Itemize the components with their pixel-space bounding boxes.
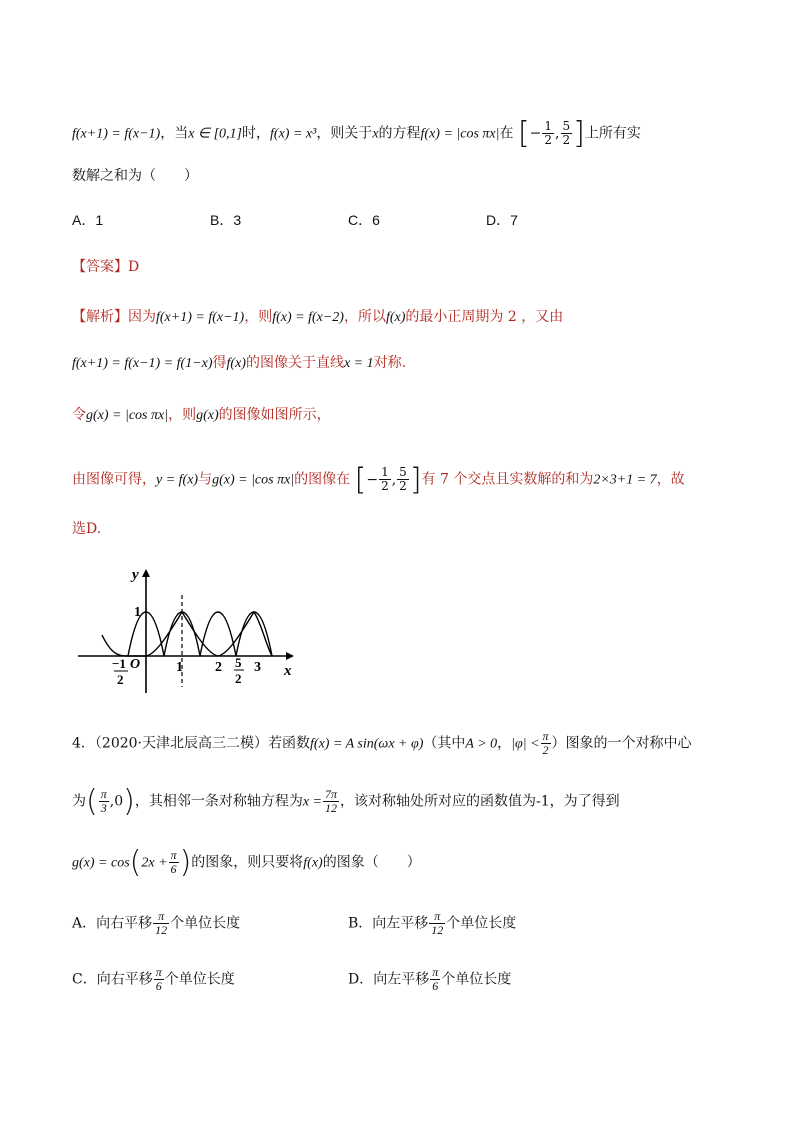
equation: 2×3+1 = 7 <box>593 472 657 488</box>
text: ）图象的一个对称中心 <box>551 735 692 752</box>
text: 的图象，则只要将 <box>191 854 304 871</box>
q4-choice-b: B．向左平移 $\frac{\pi}{12}$ 个单位长度 <box>348 909 517 937</box>
q4-line1 <box>72 730 692 757</box>
text: 的最小正周期为 2 ，又由 <box>405 309 564 325</box>
text: （其中 <box>423 735 466 752</box>
equation: f(x) = A sin(ωx + φ) <box>310 736 424 752</box>
text: 由图像可得， <box>72 471 156 488</box>
q4-line2: 为( $\frac{\pi}{3}$ ,0)，其相邻一条对称轴方程为x = $\frac{7\pi}{12}$ ，该对称轴处所对应的函数值为-1，为了得到 <box>72 784 620 819</box>
answer-line <box>72 256 139 276</box>
analysis-label: 【解析】 <box>72 309 128 325</box>
analysis-line1 <box>72 306 563 326</box>
variable: x <box>372 126 379 142</box>
analysis-line4: 由图像可得，y = f(x)与g(x) = |cos πx|的图像在 [− $\frac{1}{2}$ , $\frac{5}{2}$ ]有 7 个交点且实数解的和为2×3+1 = 7，故 <box>72 462 685 497</box>
text: 与 <box>198 471 213 488</box>
text: 因为 <box>128 309 156 325</box>
equation: g(x) <box>196 408 219 423</box>
q4-choice-a: A．向右平移 $\frac{\pi}{12}$ 个单位长度 <box>72 909 241 937</box>
text: 时， <box>242 125 271 142</box>
equation: f(x) <box>303 855 323 871</box>
equation: x = 1 <box>343 356 374 371</box>
choice-b: B．3 <box>210 212 242 228</box>
equation: f(x) = |cos πx| <box>420 126 500 142</box>
text: 得 <box>212 355 227 371</box>
q4-choice-d: D．向左平移 $\frac{\pi}{6}$ 个单位长度 <box>348 965 512 993</box>
fraction: $\frac{1}{2}$ <box>544 119 553 147</box>
answer-label: 【答案】 <box>72 259 128 275</box>
answer-value: D <box>128 259 140 275</box>
text: ，则关于 <box>316 125 373 142</box>
text: ，其相邻一条对称轴方程为 <box>134 793 303 810</box>
equation: f(x+1) = f(x−1) <box>156 310 245 325</box>
equation: f(x) = x³ <box>270 126 317 142</box>
text: ， <box>497 735 512 752</box>
tick-2: 2 <box>215 660 222 675</box>
equation: x = <box>302 794 322 810</box>
question-source: （2020·天津北辰高三二模） <box>94 735 269 752</box>
q3-stem-line2: 数解之和为（ ） <box>72 168 198 184</box>
text: 的图像关于直线 <box>245 355 344 371</box>
text: 为 <box>72 793 86 810</box>
tick-neg-half-den: 2 <box>117 672 124 687</box>
text: 有 7 个交点且实数解的和为 <box>421 471 594 488</box>
q3-stem-line1: f(x+1) = f(x−1)，当x ∈ [0,1]时，f(x) = x³，则关于x的方程f(x) = |cos πx|在 [− $\frac{1}{2}$ , $\frac{5}{2}$ ]上所有实 <box>72 116 641 151</box>
text: 若函数 <box>268 735 311 752</box>
equation: |φ| < <box>511 736 540 752</box>
fraction-pi-2: $\frac{\pi}{2}$ <box>542 729 549 757</box>
text: 的图像在 <box>294 471 351 488</box>
text: 的图象（ ） <box>322 854 421 871</box>
bracket-close: ] <box>573 116 585 151</box>
text: 的方程 <box>378 125 421 142</box>
function-graph <box>72 565 302 695</box>
text: 的图像如图所示， <box>218 407 331 423</box>
analysis-line3 <box>72 404 331 424</box>
text: ，则 <box>168 407 197 423</box>
tick-1y: 1 <box>134 605 141 620</box>
y-label: y <box>132 567 139 583</box>
q4-choice-c: C．向右平移 $\frac{\pi}{6}$ 个单位长度 <box>72 965 235 993</box>
q4-line3: g(x) = cos(2x + $\frac{\pi}{6}$ )的图象，则只要将f(x)的图象（ ） <box>72 845 421 880</box>
text: ，则 <box>244 309 273 325</box>
tick-52-num: 5 <box>235 655 242 670</box>
analysis-line5: 选D. <box>72 521 102 537</box>
fraction-pi-6: $\frac{\pi}{6}$ <box>170 848 177 876</box>
equation: g(x) = |cos πx| <box>212 472 295 488</box>
choice-c: C．6 <box>348 212 380 228</box>
fraction: $\frac{5}{2}$ <box>562 119 571 147</box>
equation: g(x) = cos <box>72 855 130 871</box>
origin: O <box>130 657 141 672</box>
text: ，当 <box>160 125 189 142</box>
equation: f(x) <box>385 310 406 325</box>
equation: 2x + <box>141 855 168 871</box>
text: 上所有实 <box>584 125 641 142</box>
equation: x ∈ [0,1] <box>188 126 243 142</box>
tick-neg-half-num: −1 <box>112 656 126 671</box>
equation: g(x) = |cos πx| <box>86 408 169 423</box>
x-axis-arrow <box>286 652 294 660</box>
text: 令 <box>72 407 86 423</box>
analysis-line2 <box>72 352 406 372</box>
tick-3: 3 <box>254 660 261 675</box>
question-number: 4． <box>72 735 95 752</box>
choice-a: A．1 <box>72 212 104 228</box>
y-axis-arrow <box>142 569 150 577</box>
fraction-pi-3: $\frac{\pi}{3}$ <box>100 787 107 815</box>
bracket-open: [ <box>517 116 530 151</box>
tick-52-den: 2 <box>235 671 242 686</box>
equation: f(x) <box>226 356 246 371</box>
equation: y = f(x) <box>156 472 199 488</box>
text: 对称. <box>373 355 407 371</box>
fraction-7pi-12: $\frac{7\pi}{12}$ <box>325 787 338 815</box>
x-label: x <box>284 663 292 679</box>
equation: f(x) = f(x−2) <box>272 310 344 325</box>
equation: A > 0 <box>465 736 498 752</box>
text: ，该对称轴处所对应的函数值为-1，为了得到 <box>340 793 620 810</box>
text: ，所以 <box>343 309 386 325</box>
equation: f(x+1) = f(x−1) = f(1−x) <box>72 356 213 371</box>
choice-d: D．7 <box>486 212 518 228</box>
tick-1: 1 <box>176 660 183 675</box>
text: ，故 <box>656 471 685 488</box>
equation: f(x+1) = f(x−1) <box>72 126 161 142</box>
text: 在 <box>499 125 514 142</box>
